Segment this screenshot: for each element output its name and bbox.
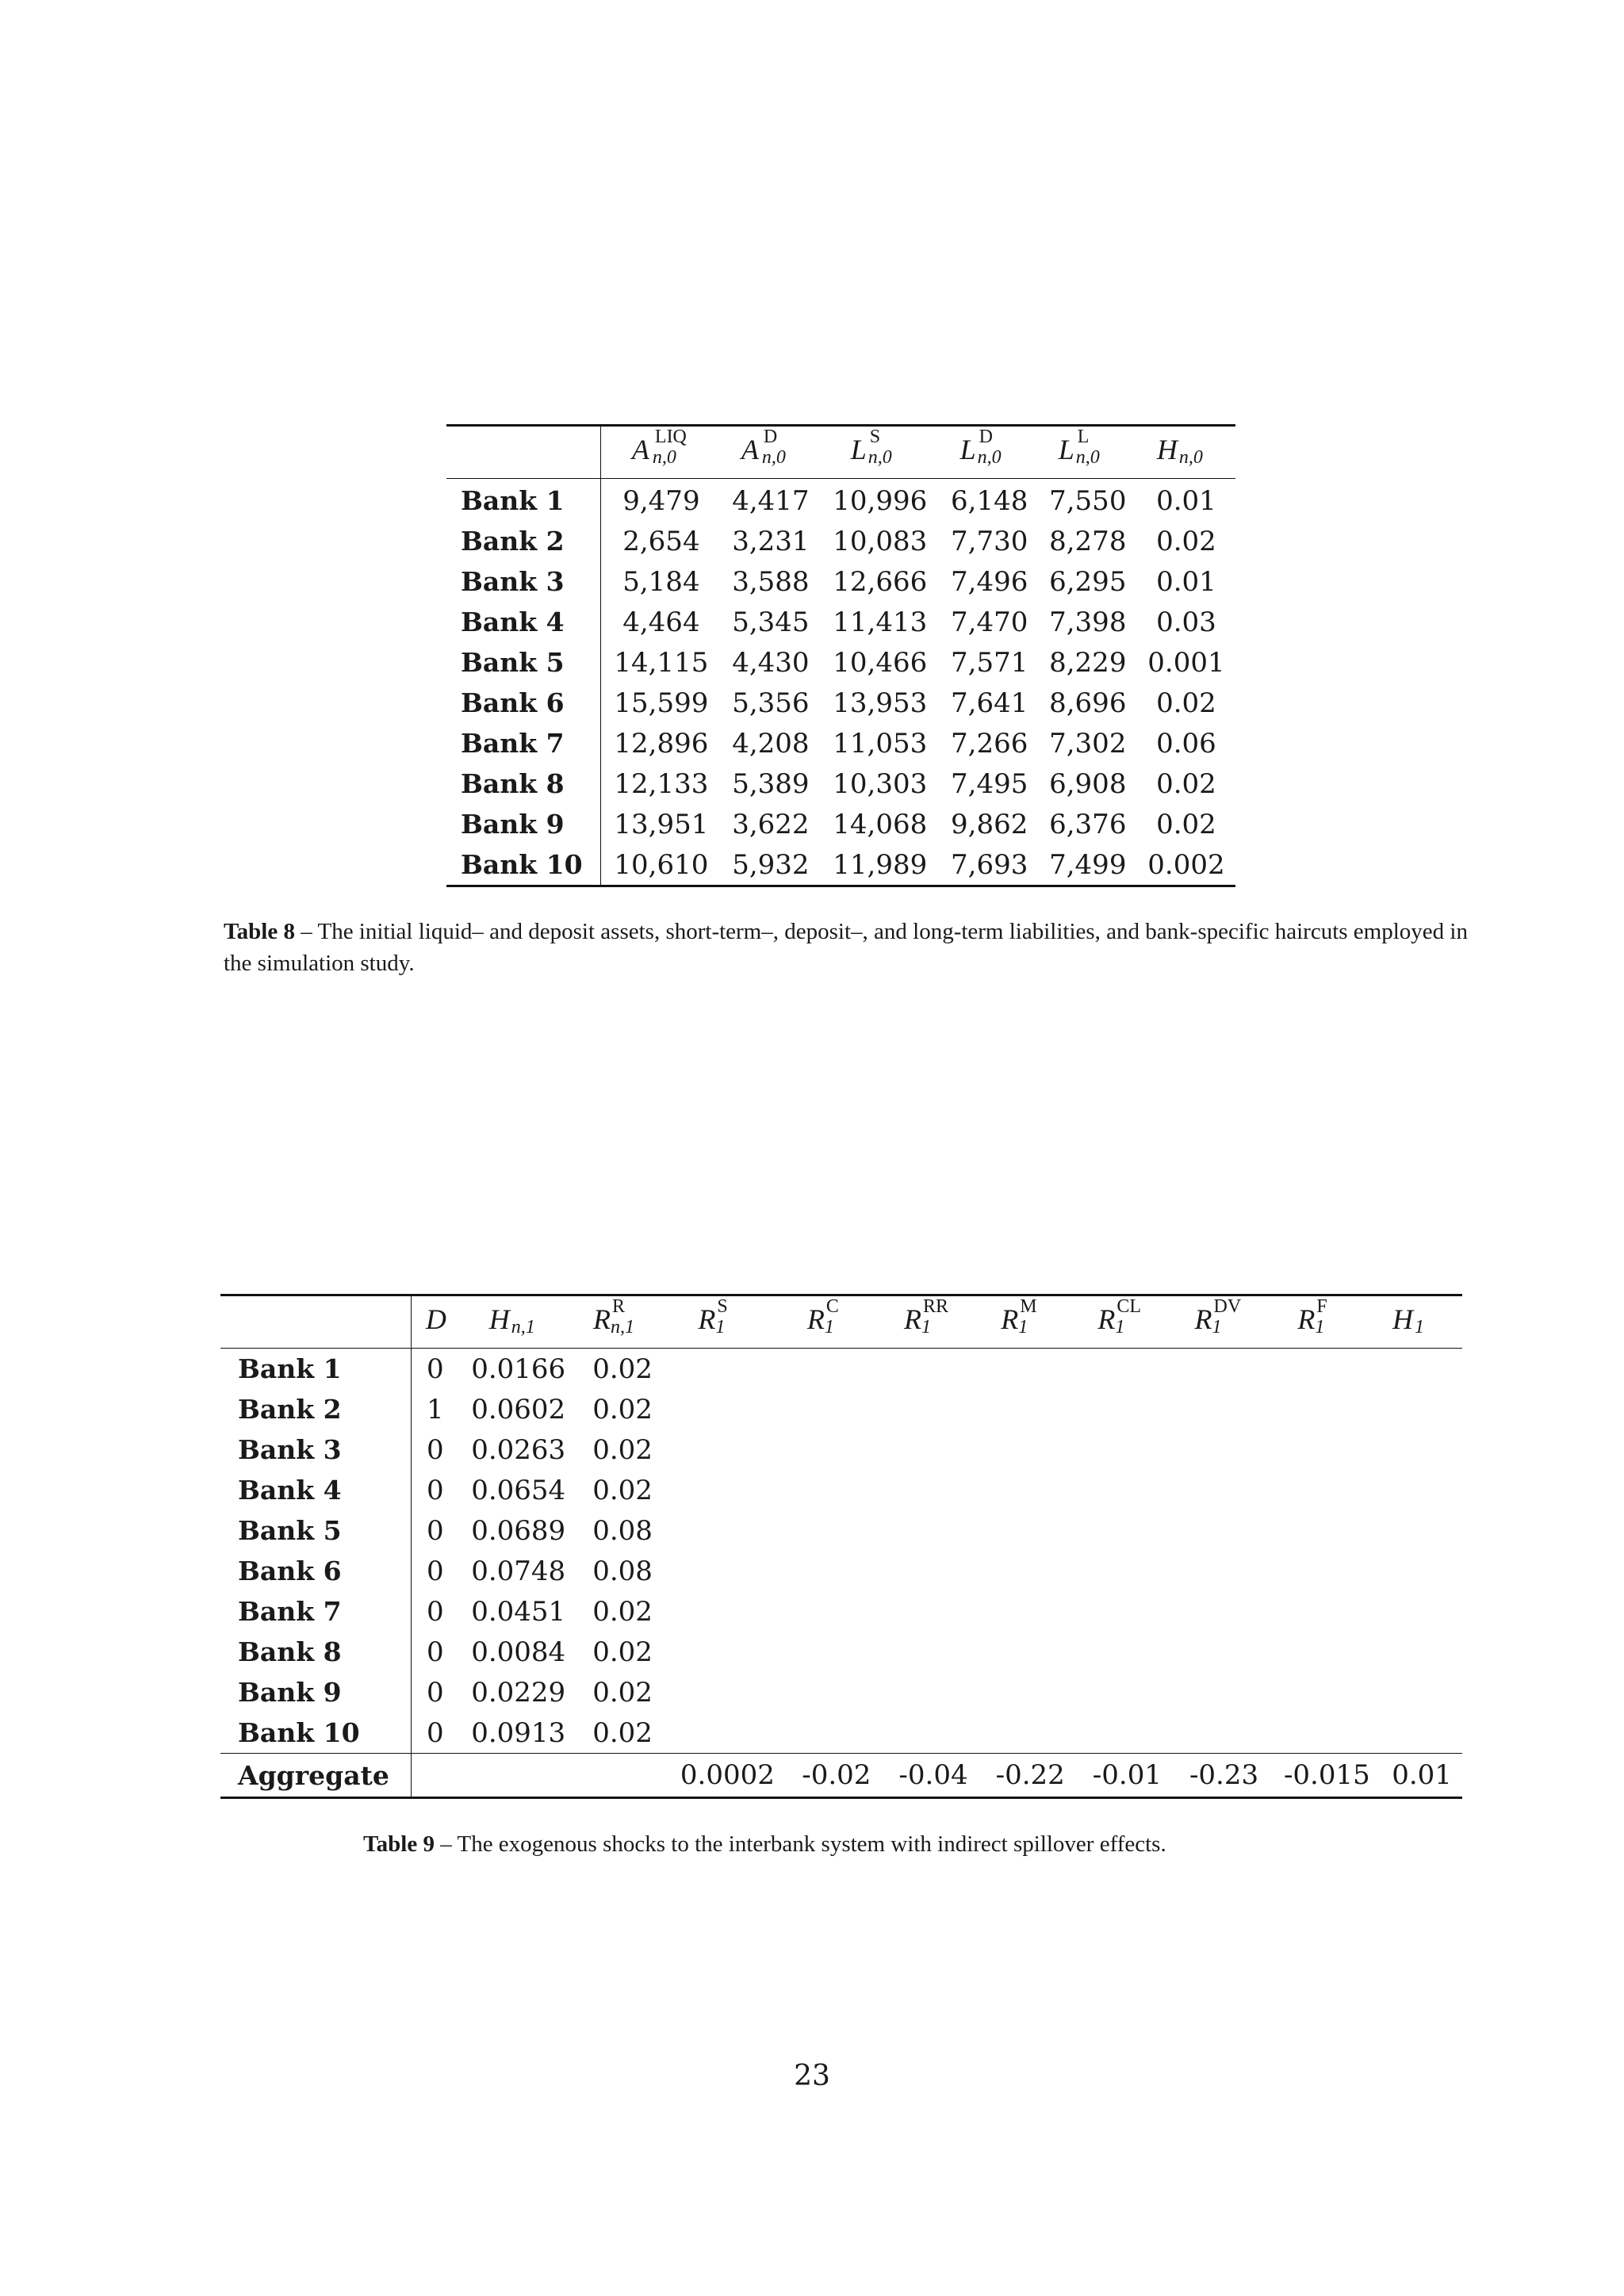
aggregate-cell xyxy=(412,1754,459,1798)
table-cell: 5,389 xyxy=(732,767,810,800)
table-cell: 5,356 xyxy=(732,687,810,719)
table-cell: 14,068 xyxy=(833,808,928,840)
table-cell xyxy=(885,1712,982,1754)
row-label: Bank 4 xyxy=(446,602,601,642)
table-cell: 0.02 xyxy=(1156,808,1216,840)
table-9-caption-text: – The exogenous shocks to the interbank system with indirect spillover effects. xyxy=(435,1831,1166,1857)
table-cell: 11,989 xyxy=(833,848,928,881)
table-cell xyxy=(667,1551,788,1591)
table-row xyxy=(220,1591,1462,1632)
table-cell xyxy=(1175,1470,1272,1510)
table-cell: 7,495 xyxy=(951,767,1028,800)
table-row xyxy=(220,1672,1462,1712)
table-cell xyxy=(1273,1712,1381,1754)
table-cell: 0.0748 xyxy=(471,1555,566,1587)
table-cell: 0.06 xyxy=(1156,727,1216,760)
table-cell xyxy=(982,1712,1078,1754)
table-cell: 3,588 xyxy=(732,565,810,598)
table-cell xyxy=(1381,1591,1462,1632)
table-cell xyxy=(1273,1349,1381,1390)
table-row xyxy=(446,804,1235,844)
table-cell xyxy=(885,1591,982,1632)
table-cell: 4,430 xyxy=(732,646,810,679)
table-9-body xyxy=(220,1349,1462,1798)
table-row xyxy=(220,1429,1462,1470)
table-cell xyxy=(1273,1429,1381,1470)
row-label: Bank 10 xyxy=(220,1712,412,1754)
table-row xyxy=(446,763,1235,804)
table-row xyxy=(220,1389,1462,1429)
table-cell xyxy=(788,1551,885,1591)
table-cell: 13,953 xyxy=(833,687,928,719)
table-cell: 10,610 xyxy=(614,848,709,881)
table-cell: 7,571 xyxy=(951,646,1028,679)
aggregate-cell: -0.22 xyxy=(982,1754,1078,1798)
aggregate-row xyxy=(220,1754,1462,1798)
table-cell xyxy=(885,1470,982,1510)
table-cell xyxy=(667,1712,788,1754)
t8-header-5: H n,0 xyxy=(1137,426,1235,479)
table-cell xyxy=(982,1389,1078,1429)
page-number: 23 xyxy=(794,2060,830,2092)
table-cell: 0.0689 xyxy=(471,1514,566,1547)
table-cell xyxy=(788,1470,885,1510)
table-cell xyxy=(885,1349,982,1390)
table-cell xyxy=(667,1429,788,1470)
t9-header-10: H 1 xyxy=(1381,1295,1462,1349)
row-label: Bank 5 xyxy=(220,1510,412,1551)
table-cell: 0.0654 xyxy=(471,1474,566,1506)
table-cell xyxy=(1381,1389,1462,1429)
table-cell: 7,730 xyxy=(951,525,1028,557)
aggregate-cell xyxy=(578,1754,667,1798)
t9-header-2: R R n,1 xyxy=(578,1295,667,1349)
table-cell xyxy=(1078,1470,1175,1510)
table-cell: 8,278 xyxy=(1049,525,1127,557)
table-cell: 0 xyxy=(427,1676,444,1709)
table-cell: 0.02 xyxy=(592,1595,653,1628)
table-cell: 0.02 xyxy=(592,1676,653,1709)
table-cell xyxy=(885,1389,982,1429)
aggregate-cell xyxy=(458,1754,578,1798)
table-cell xyxy=(982,1551,1078,1591)
table-cell xyxy=(1175,1591,1272,1632)
table-cell: 0.02 xyxy=(592,1353,653,1385)
table-cell: 0.0229 xyxy=(471,1676,566,1709)
t9-header-7: R CL 1 xyxy=(1078,1295,1175,1349)
table-cell xyxy=(788,1429,885,1470)
table-cell: 0.02 xyxy=(592,1716,653,1749)
table-cell xyxy=(788,1632,885,1672)
table-cell: 4,208 xyxy=(732,727,810,760)
table-cell: 0 xyxy=(427,1636,444,1668)
table-cell xyxy=(885,1672,982,1712)
table-cell xyxy=(1175,1349,1272,1390)
table-8-caption-label: Table 8 xyxy=(224,919,295,944)
table-cell: 4,417 xyxy=(732,484,810,517)
t8-header-1: A D n,0 xyxy=(722,426,820,479)
table-9-header-row xyxy=(220,1295,1462,1349)
table-cell: 4,464 xyxy=(622,606,700,638)
row-label: Bank 8 xyxy=(220,1632,412,1672)
table-row xyxy=(220,1632,1462,1672)
row-label: Bank 6 xyxy=(446,683,601,723)
row-label: Bank 9 xyxy=(446,804,601,844)
table-cell: 0.0913 xyxy=(471,1716,566,1749)
aggregate-cell: 0.01 xyxy=(1381,1754,1462,1798)
row-label: Bank 9 xyxy=(220,1672,412,1712)
table-cell xyxy=(788,1389,885,1429)
table-8-corner xyxy=(446,426,601,479)
table-cell xyxy=(1273,1632,1381,1672)
table-cell: 13,951 xyxy=(614,808,709,840)
table-cell: 0.02 xyxy=(592,1393,653,1425)
table-cell xyxy=(788,1591,885,1632)
aggregate-cell: 0.0002 xyxy=(667,1754,788,1798)
table-cell: 0 xyxy=(427,1514,444,1547)
table-cell: 0 xyxy=(427,1716,444,1749)
table-row xyxy=(220,1349,1462,1390)
table-cell xyxy=(1078,1712,1175,1754)
t9-header-6: R M 1 xyxy=(982,1295,1078,1349)
table-cell: 7,550 xyxy=(1049,484,1127,517)
table-cell xyxy=(982,1429,1078,1470)
table-cell xyxy=(1381,1632,1462,1672)
row-label: Bank 1 xyxy=(220,1349,412,1390)
row-label: Bank 6 xyxy=(220,1551,412,1591)
aggregate-cell: -0.01 xyxy=(1078,1754,1175,1798)
table-cell: 1 xyxy=(427,1393,444,1425)
t9-header-9: R F 1 xyxy=(1273,1295,1381,1349)
table-cell: 11,413 xyxy=(833,606,928,638)
table-cell: 5,184 xyxy=(622,565,700,598)
table-cell: 0.0166 xyxy=(471,1353,566,1385)
t9-header-1: H n,1 xyxy=(458,1295,578,1349)
table-cell: 0 xyxy=(427,1433,444,1466)
table-cell: 7,499 xyxy=(1049,848,1127,881)
table-cell xyxy=(982,1470,1078,1510)
table-cell: 0.02 xyxy=(1156,687,1216,719)
t8-header-3: L D n,0 xyxy=(940,426,1039,479)
table-row xyxy=(446,683,1235,723)
table-cell: 0.0084 xyxy=(471,1636,566,1668)
table-row xyxy=(220,1551,1462,1591)
table-cell xyxy=(1175,1632,1272,1672)
row-label: Bank 4 xyxy=(220,1470,412,1510)
table-cell xyxy=(1273,1672,1381,1712)
table-cell: 0.002 xyxy=(1147,848,1225,881)
table-cell xyxy=(1273,1551,1381,1591)
table-cell: 6,295 xyxy=(1049,565,1127,598)
table-cell xyxy=(667,1672,788,1712)
table-cell: 5,345 xyxy=(732,606,810,638)
table-cell: 0 xyxy=(427,1555,444,1587)
t9-header-3: R S 1 xyxy=(667,1295,788,1349)
t9-header-8: R DV 1 xyxy=(1175,1295,1272,1349)
table-cell xyxy=(1078,1672,1175,1712)
table-cell: 10,996 xyxy=(833,484,928,517)
table-cell: 5,932 xyxy=(732,848,810,881)
table-cell xyxy=(1381,1551,1462,1591)
table-cell xyxy=(1078,1632,1175,1672)
table-cell: 7,641 xyxy=(951,687,1028,719)
table-cell: 6,908 xyxy=(1049,767,1127,800)
table-cell: 8,696 xyxy=(1049,687,1127,719)
table-cell xyxy=(1175,1712,1272,1754)
table-cell xyxy=(788,1712,885,1754)
table-cell xyxy=(1078,1591,1175,1632)
table-cell: 0.02 xyxy=(592,1636,653,1668)
table-cell: 7,496 xyxy=(951,565,1028,598)
table-cell: 2,654 xyxy=(622,525,700,557)
table-cell xyxy=(1175,1551,1272,1591)
row-label: Bank 5 xyxy=(446,642,601,683)
table-cell xyxy=(885,1510,982,1551)
aggregate-label: Aggregate xyxy=(220,1754,412,1798)
table-cell: 7,398 xyxy=(1049,606,1127,638)
table-cell: 3,622 xyxy=(732,808,810,840)
table-cell xyxy=(1381,1349,1462,1390)
table-9 xyxy=(220,1294,1462,1799)
table-cell xyxy=(1078,1429,1175,1470)
t9-header-4: R C 1 xyxy=(788,1295,885,1349)
table-cell xyxy=(982,1672,1078,1712)
table-cell: 6,148 xyxy=(951,484,1028,517)
table-cell: 0.02 xyxy=(1156,767,1216,800)
table-cell xyxy=(1381,1510,1462,1551)
row-label: Bank 1 xyxy=(446,479,601,522)
table-cell xyxy=(885,1632,982,1672)
table-cell xyxy=(982,1632,1078,1672)
table-cell xyxy=(885,1551,982,1591)
t8-header-4: L L n,0 xyxy=(1039,426,1137,479)
row-label: Bank 7 xyxy=(446,723,601,763)
table-cell xyxy=(1381,1712,1462,1754)
table-row xyxy=(446,602,1235,642)
table-cell: 0.01 xyxy=(1156,565,1216,598)
table-9-caption xyxy=(363,1828,1394,1860)
table-cell xyxy=(1381,1470,1462,1510)
table-cell xyxy=(1381,1429,1462,1470)
table-row xyxy=(446,642,1235,683)
t8-header-2: L S n,0 xyxy=(820,426,940,479)
table-cell: 0.0451 xyxy=(471,1595,566,1628)
table-cell: 0.0263 xyxy=(471,1433,566,1466)
table-row xyxy=(446,561,1235,602)
table-cell: 0.02 xyxy=(592,1474,653,1506)
table-row xyxy=(446,479,1235,522)
table-cell xyxy=(1175,1389,1272,1429)
table-cell xyxy=(982,1591,1078,1632)
table-cell xyxy=(1078,1510,1175,1551)
table-cell xyxy=(982,1349,1078,1390)
table-cell xyxy=(1273,1470,1381,1510)
table-cell: 0.03 xyxy=(1156,606,1216,638)
table-cell: 10,083 xyxy=(833,525,928,557)
table-cell: 0.0602 xyxy=(471,1393,566,1425)
table-cell xyxy=(667,1591,788,1632)
table-cell: 0.001 xyxy=(1147,646,1225,679)
table-cell: 0.01 xyxy=(1156,484,1216,517)
table-cell: 12,896 xyxy=(614,727,709,760)
aggregate-cell: -0.04 xyxy=(885,1754,982,1798)
table-cell: 0 xyxy=(427,1595,444,1628)
table-cell: 0.08 xyxy=(592,1514,653,1547)
table-row xyxy=(446,844,1235,886)
table-cell: 12,666 xyxy=(833,565,928,598)
table-cell: 0 xyxy=(427,1474,444,1506)
table-cell xyxy=(667,1632,788,1672)
table-cell xyxy=(1078,1551,1175,1591)
table-cell: 9,862 xyxy=(951,808,1028,840)
table-cell xyxy=(667,1389,788,1429)
table-cell: 3,231 xyxy=(732,525,810,557)
table-row xyxy=(220,1712,1462,1754)
table-cell: 11,053 xyxy=(833,727,928,760)
table-cell: 0 xyxy=(427,1353,444,1385)
row-label: Bank 3 xyxy=(220,1429,412,1470)
table-cell xyxy=(1175,1672,1272,1712)
table-row xyxy=(446,521,1235,561)
table-cell: 6,376 xyxy=(1049,808,1127,840)
table-8-body xyxy=(446,479,1235,886)
table-cell xyxy=(667,1470,788,1510)
row-label: Bank 10 xyxy=(446,844,601,886)
table-cell xyxy=(667,1510,788,1551)
table-8-header-row xyxy=(446,426,1235,479)
t8-header-0: A LIQ n,0 xyxy=(601,426,722,479)
table-9-caption-label: Table 9 xyxy=(363,1831,435,1857)
table-cell xyxy=(1078,1389,1175,1429)
table-row xyxy=(446,723,1235,763)
table-cell xyxy=(1175,1429,1272,1470)
t9-header-5: R RR 1 xyxy=(885,1295,982,1349)
table-cell: 14,115 xyxy=(614,646,709,679)
table-cell: 9,479 xyxy=(622,484,700,517)
table-cell: 10,466 xyxy=(833,646,928,679)
row-label: Bank 2 xyxy=(446,521,601,561)
table-cell: 10,303 xyxy=(833,767,928,800)
table-cell: 7,266 xyxy=(951,727,1028,760)
table-cell: 0.08 xyxy=(592,1555,653,1587)
table-cell: 0.02 xyxy=(1156,525,1216,557)
table-8-caption xyxy=(224,916,1477,979)
row-label: Bank 7 xyxy=(220,1591,412,1632)
table-cell: 15,599 xyxy=(614,687,709,719)
table-cell: 7,302 xyxy=(1049,727,1127,760)
t9-header-0: D xyxy=(412,1295,459,1349)
table-cell: 0.02 xyxy=(592,1433,653,1466)
table-cell xyxy=(667,1349,788,1390)
table-cell: 8,229 xyxy=(1049,646,1127,679)
row-label: Bank 3 xyxy=(446,561,601,602)
row-label: Bank 8 xyxy=(446,763,601,804)
aggregate-cell: -0.015 xyxy=(1273,1754,1381,1798)
table-cell xyxy=(1273,1510,1381,1551)
table-cell xyxy=(788,1672,885,1712)
table-cell xyxy=(788,1349,885,1390)
aggregate-cell: -0.02 xyxy=(788,1754,885,1798)
table-cell xyxy=(788,1510,885,1551)
table-cell xyxy=(1175,1510,1272,1551)
aggregate-cell: -0.23 xyxy=(1175,1754,1272,1798)
table-cell xyxy=(1381,1672,1462,1712)
table-cell: 7,693 xyxy=(951,848,1028,881)
row-label: Bank 2 xyxy=(220,1389,412,1429)
table-8-caption-text: – The initial liquid– and deposit assets, short-term–, deposit–, and long-term liabilities, and bank-specific haircuts employed in the simulation study. xyxy=(224,919,1468,976)
table-cell: 7,470 xyxy=(951,606,1028,638)
table-cell xyxy=(1078,1349,1175,1390)
table-cell xyxy=(982,1510,1078,1551)
table-8 xyxy=(446,424,1235,887)
table-cell: 12,133 xyxy=(614,767,709,800)
table-row xyxy=(220,1510,1462,1551)
table-9-corner xyxy=(220,1295,412,1349)
table-cell xyxy=(885,1429,982,1470)
table-cell xyxy=(1273,1591,1381,1632)
table-row xyxy=(220,1470,1462,1510)
table-cell xyxy=(1273,1389,1381,1429)
